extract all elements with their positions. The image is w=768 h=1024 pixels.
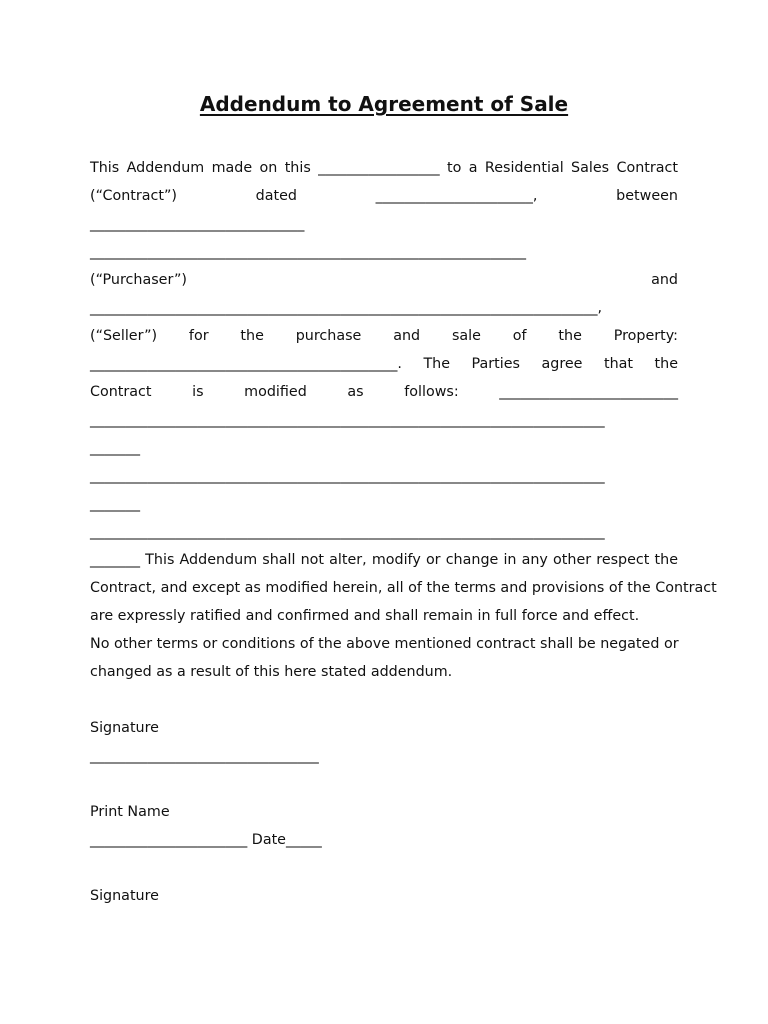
body-line: ______________________________ (90, 216, 305, 232)
spacer (90, 854, 678, 882)
body-line: (“Contract”) dated ______________________, between (90, 188, 678, 204)
signature-line: ________________________________ (90, 748, 319, 764)
body-line: _______ (90, 496, 141, 512)
document-body (90, 154, 717, 910)
body-line: _______ This Addendum shall not alter, modify or change in any other respect the (90, 552, 678, 568)
body-line: _____________________________________________________________ (90, 244, 527, 260)
body-line: Contract, and except as modified herein, all of the terms and provisions of the Contract (90, 580, 717, 596)
body-line: No other terms or conditions of the above mentioned contract shall be negated or (90, 636, 679, 652)
spacer (90, 770, 678, 798)
signature-label: Signature (90, 720, 159, 736)
body-line: Contract is modified as follows: _________________________ (90, 384, 678, 400)
print-name-date-line: ______________________ Date_____ (90, 832, 322, 848)
body-line: (“Seller”) for the purchase and sale of the Property: (90, 328, 678, 344)
signature-label-2: Signature (90, 888, 159, 904)
body-line: changed as a result of this here stated addendum. (90, 664, 453, 680)
document-title: Addendum to Agreement of Sale (199, 92, 569, 116)
body-line: are expressly ratified and confirmed and shall remain in full force and effect. (90, 608, 640, 624)
body-line: _______________________________________________________________________, (90, 300, 603, 316)
body-line: (“Purchaser”) and (90, 272, 678, 288)
body-line: This Addendum made on this _________________ to a Residential Sales Contract (90, 160, 678, 176)
body-line: ___________________________________________. The Parties agree that the (90, 356, 678, 372)
body-line: ________________________________________________________________________ (90, 468, 605, 484)
body-line: ________________________________________________________________________ (90, 412, 605, 428)
body-line: _______ (90, 440, 141, 456)
spacer (90, 686, 678, 714)
print-name-label: Print Name (90, 804, 170, 820)
body-line: ________________________________________________________________________ (90, 524, 605, 540)
